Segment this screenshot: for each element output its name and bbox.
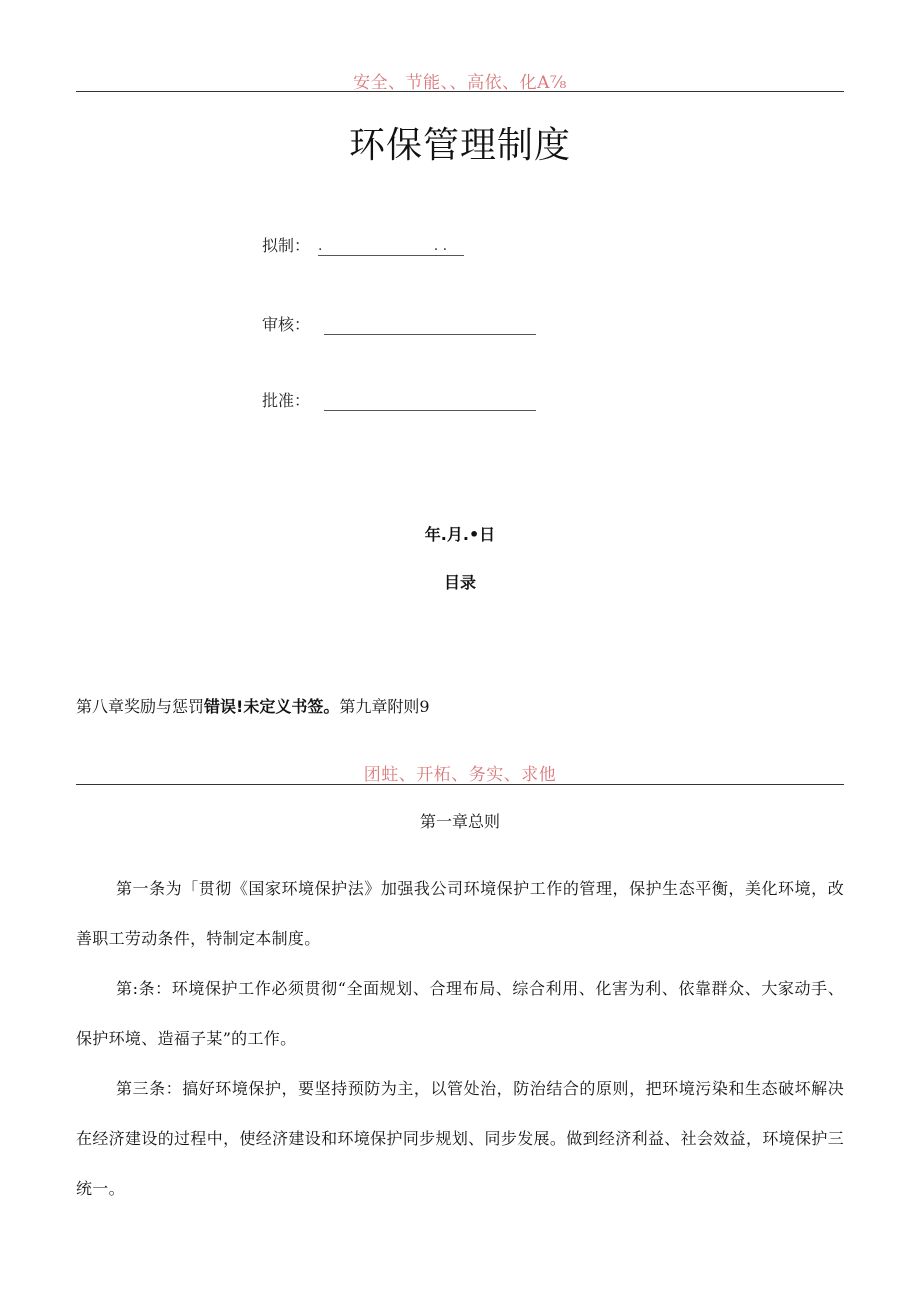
header-divider — [76, 784, 844, 785]
toc-entry-suffix: 第九章附则9 — [339, 697, 430, 716]
signature-label: 审核： — [262, 315, 311, 334]
signature-line: . . . — [318, 239, 464, 256]
article-paragraph: 第三条：搞好环境保护，要坚持预防为主，以管处治，防治结合的原则，把环境污染和生态破坏解决在经济建设的过程中，使经济建设和环境保护同步规划、同步发展。做到经济利益、社会效益，环境保护三统一。 — [76, 1079, 844, 1198]
document-title: 环保管理制度 — [348, 125, 571, 166]
chapter-title: 第一章总则 — [419, 812, 500, 831]
signature-line — [324, 394, 536, 411]
signature-review-row — [262, 312, 536, 335]
page-header-motto: 团蛀、开柘、务实、求他 — [363, 765, 557, 785]
article-paragraph: 第一条为「贯彻《国家环境保护法》加强我公司环境保护工作的管理，保护生态平衡，美化环境，改善职工劳动条件，特制定本制度。 — [76, 879, 844, 948]
signature-label: 批准： — [262, 391, 311, 410]
document-date: 年.月.•日 — [424, 525, 496, 544]
toc-entry-prefix: 第八章奖励与惩罚 — [76, 697, 205, 716]
signature-line — [324, 318, 536, 335]
page-header-motto: 安全、节能、、高依、化A⅞ — [353, 73, 567, 93]
signature-approve-row — [262, 388, 536, 411]
toc-bookmark-error: 错误!未定义书签。 — [204, 697, 340, 716]
signature-label: 拟制： — [262, 236, 311, 255]
signature-drafted-row — [262, 233, 464, 256]
toc-heading: 目录 — [443, 573, 476, 592]
header-divider — [76, 91, 844, 92]
article-paragraph: 第:条：环境保护工作必须贯彻“全面规划、合理布局、综合利用、化害为利、依靠群众、大家动手、保护环境、造福子某”的工作。 — [76, 979, 844, 1048]
toc-entry — [76, 694, 430, 717]
